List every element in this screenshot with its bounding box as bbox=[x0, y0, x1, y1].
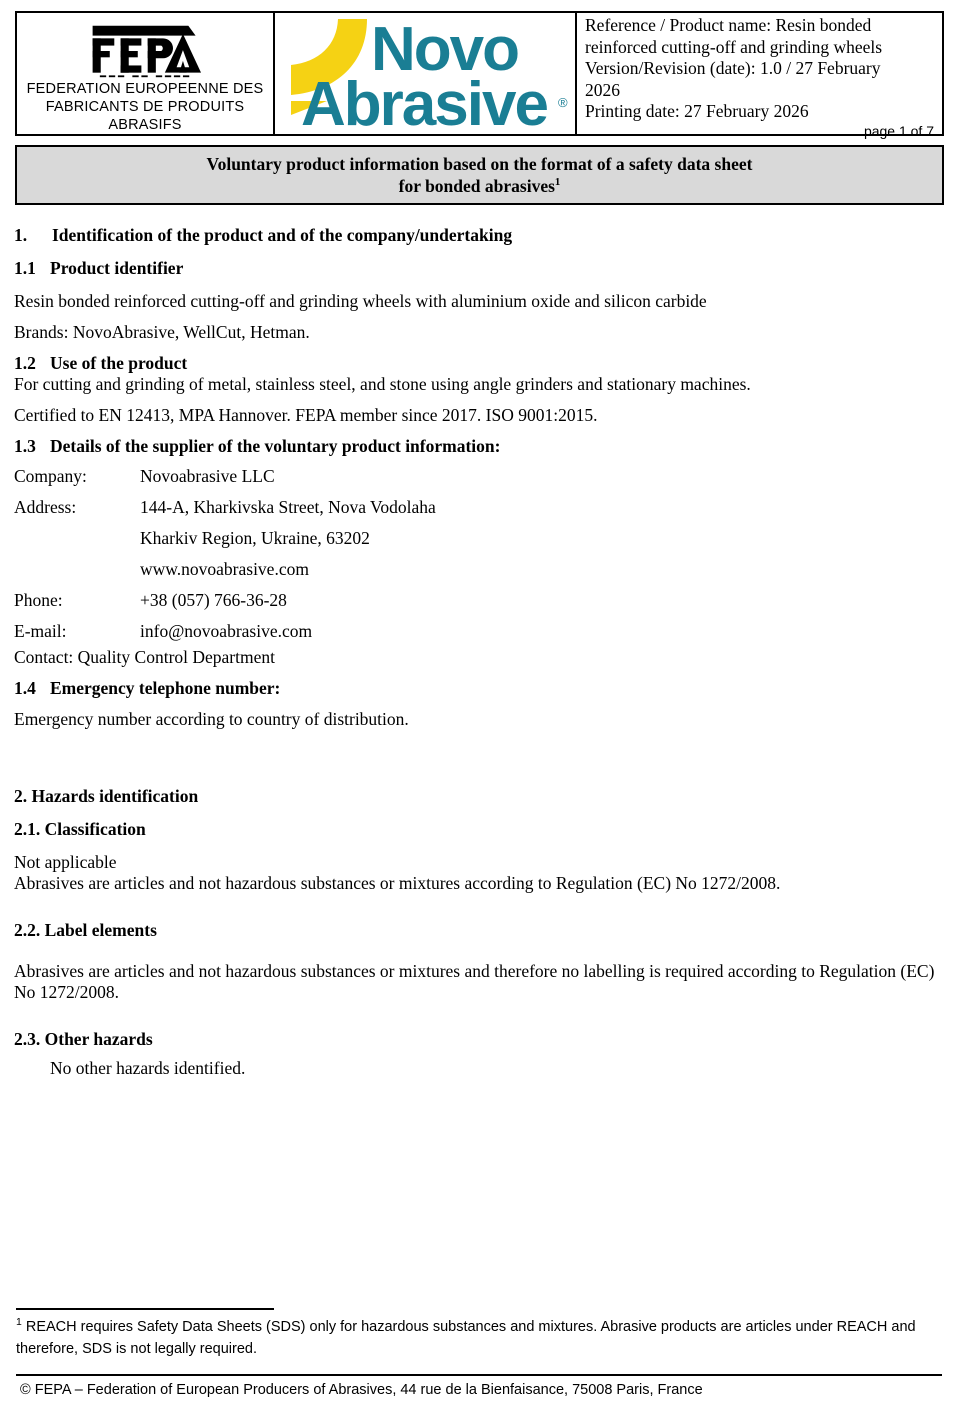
reference-line-5: Printing date: 27 February 2026 bbox=[585, 101, 809, 121]
reference-line-4: 2026 bbox=[585, 79, 620, 100]
supplier-label bbox=[14, 523, 140, 554]
supplier-label: Address: bbox=[14, 497, 77, 517]
section-2-3-paragraph-1: No other hazards identified. bbox=[50, 1058, 246, 1078]
footnote-body: REACH requires Safety Data Sheets (SDS) only for hazardous substances and mixtures. Abrasive products are articles under REACH and therefore, SDS is not legally required. bbox=[16, 1319, 916, 1357]
supplier-row bbox=[14, 492, 944, 523]
section-1-3-number: 1.3 bbox=[14, 436, 36, 456]
section-2-2-heading: 2.2. Label elements bbox=[14, 920, 157, 940]
supplier-row bbox=[14, 616, 944, 647]
reference-line-3: Version/Revision (date): 1.0 / 27 February bbox=[585, 58, 881, 78]
fepa-logo-icon bbox=[81, 23, 209, 79]
header-cell-reference bbox=[577, 13, 942, 139]
section-2-1-paragraph-2: Abrasives are articles and not hazardous substances or mixtures according to Regulation (EC) No 1272/2008. bbox=[14, 873, 781, 893]
section-1-heading bbox=[14, 225, 944, 246]
page-indicator: page 1 of 7 bbox=[863, 122, 934, 139]
supplier-label: Company: bbox=[14, 466, 87, 486]
footnote-marker: 1 bbox=[16, 1317, 22, 1329]
title-footnote-marker: 1 bbox=[554, 176, 561, 189]
header-cell-brand-logo bbox=[275, 13, 577, 134]
footnote-separator bbox=[16, 1308, 274, 1310]
section-1-2-paragraph-2: Certified to EN 12413, MPA Hannover. FEPA member since 2017. ISO 9001:2015. bbox=[14, 405, 598, 425]
footnote-text bbox=[16, 1316, 928, 1360]
section-2-1-paragraph-1: Not applicable bbox=[14, 852, 117, 872]
footer-copyright: © FEPA – Federation of European Producers of Abrasives, 44 rue de la Bienfaisance, 75008 Paris, France bbox=[20, 1382, 703, 1398]
novoabrasive-logo-icon bbox=[275, 15, 575, 133]
svg-text:Novo: Novo bbox=[371, 14, 518, 84]
section-1-2-paragraph-1: For cutting and grinding of metal, stainless steel, and stone using angle grinders and stationary machines. bbox=[14, 374, 751, 394]
reference-line-1: Reference / Product name: Resin bonded bbox=[585, 15, 872, 35]
document-title-line1: Voluntary product information based on the format of a safety data sheet bbox=[206, 154, 753, 174]
footer-separator bbox=[16, 1374, 942, 1376]
registered-mark: ® bbox=[558, 94, 568, 110]
supplier-label bbox=[14, 554, 140, 585]
document-body bbox=[14, 225, 944, 1079]
supplier-row bbox=[14, 554, 944, 585]
supplier-website: www.novoabrasive.com bbox=[140, 559, 309, 579]
section-1-1-paragraph-2: Brands: NovoAbrasive, WellCut, Hetman. bbox=[14, 322, 310, 342]
section-1-title: Identification of the product and of the company/undertaking bbox=[52, 225, 513, 245]
section-1-2-heading bbox=[14, 353, 944, 374]
supplier-value: Novoabrasive LLC bbox=[140, 466, 275, 486]
section-1-1-heading bbox=[14, 258, 944, 279]
supplier-value: 144-A, Kharkivska Street, Nova Vodolaha bbox=[140, 497, 436, 517]
document-title-line2: for bonded abrasives$^1$ bbox=[398, 176, 561, 196]
supplier-row bbox=[14, 585, 944, 616]
supplier-contact: Contact: Quality Control Department bbox=[14, 647, 275, 667]
supplier-label: E-mail: bbox=[14, 621, 67, 641]
supplier-phone: +38 (057) 766-36-28 bbox=[140, 590, 287, 610]
section-1-3-title: Details of the supplier of the voluntary product information: bbox=[50, 436, 501, 456]
supplier-value: Kharkiv Region, Ukraine, 63202 bbox=[140, 528, 370, 548]
section-1-4-heading bbox=[14, 678, 944, 699]
section-1-4-title: Emergency telephone number: bbox=[50, 678, 281, 698]
section-1-4-paragraph-1: Emergency number according to country of distribution. bbox=[14, 709, 409, 729]
supplier-row bbox=[14, 461, 944, 492]
supplier-row bbox=[14, 523, 944, 554]
reference-line-2: reinforced cutting-off and grinding wheels bbox=[585, 36, 883, 57]
fepa-subtitle-line2: FABRICANTS DE PRODUITS ABRASIFS bbox=[45, 99, 245, 133]
supplier-email: info@novoabrasive.com bbox=[140, 621, 313, 641]
section-1-number: 1. bbox=[14, 225, 28, 245]
section-2-3-heading: 2.3. Other hazards bbox=[14, 1029, 153, 1049]
section-1-3-heading bbox=[14, 436, 944, 457]
supplier-label: Phone: bbox=[14, 590, 63, 610]
section-2-2-paragraph-1: Abrasives are articles and not hazardous substances or mixtures and therefore no labelling is required according to Regulation (EC) No 1272/2008. bbox=[14, 961, 935, 1002]
section-2-1-heading: 2.1. Classification bbox=[14, 819, 146, 839]
fepa-subtitle-line1: FEDERATION EUROPEENNE DES bbox=[26, 81, 264, 97]
section-2-heading: 2. Hazards identification bbox=[14, 786, 199, 806]
document-title-bar bbox=[15, 145, 944, 205]
section-1-1-title: Product identifier bbox=[50, 258, 184, 278]
header-cell-fepa bbox=[17, 13, 275, 134]
section-1-4-number: 1.4 bbox=[14, 678, 36, 698]
section-1-2-title: Use of the product bbox=[50, 353, 188, 373]
svg-text:Abrasive: Abrasive bbox=[301, 69, 547, 133]
section-1-1-paragraph-1: Resin bonded reinforced cutting-off and grinding wheels with aluminium oxide and silicon carbide bbox=[14, 291, 707, 311]
document-header-table bbox=[15, 11, 944, 139]
section-1-2-number: 1.2 bbox=[14, 353, 36, 373]
fepa-subtitle bbox=[17, 80, 273, 134]
section-1-1-number: 1.1 bbox=[14, 258, 36, 278]
